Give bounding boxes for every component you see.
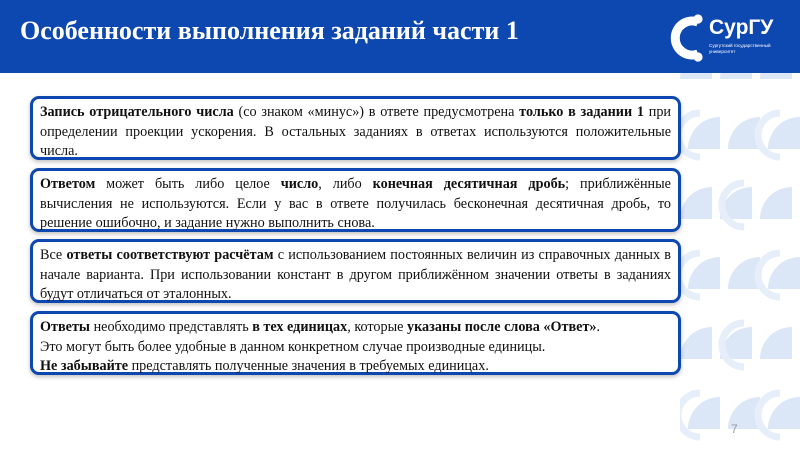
surgu-logo-icon [664,12,708,64]
info-box-text: Ответом может быть либо целое число, либо конечная десятичная дробь; приближённые вычисления не используются. Если у вас в ответе получилась бесконечная десятичная дробь, то решение ошибочно, и задание нужно выполнить снова. [33,171,678,229]
info-box-text [33,314,678,372]
units-line-2: Это могут быть более удобные в данном конкретном случае производные единицы. [40,338,546,355]
logo-subtitle: Сургутский государственный университет [709,43,771,54]
header-bar [0,0,800,73]
info-box-constants [30,239,681,303]
info-box-units [30,311,681,375]
decorative-pattern [680,73,800,450]
page-number: 7 [731,422,738,436]
units-line-3: Не забывайте представлять полученные значения в требуемых единицах. [40,358,489,374]
logo-name: СурГУ [709,16,774,39]
page-title: Особенности выполнения заданий части 1 [20,16,519,45]
logo [664,10,794,66]
info-box-answer-format [30,168,681,232]
info-box-text: Запись отрицательного числа (со знаком «минус») в ответе предусмотрена только в задании 1 при определении проекции ускорения. В остальных заданиях в ответах используются положительные числа. [33,99,678,157]
info-box-text: Все ответы соответствуют расчётам с использованием постоянных величин из справочных данных в начале варианта. При использовании констант в другом приближённом значении ответы в заданиях будут отличаться от эталонных. [33,242,678,300]
info-box-negative-numbers [30,96,681,160]
units-line-1: Ответы необходимо представлять в тех единицах, которые указаны после слова «Ответ». [40,319,601,335]
